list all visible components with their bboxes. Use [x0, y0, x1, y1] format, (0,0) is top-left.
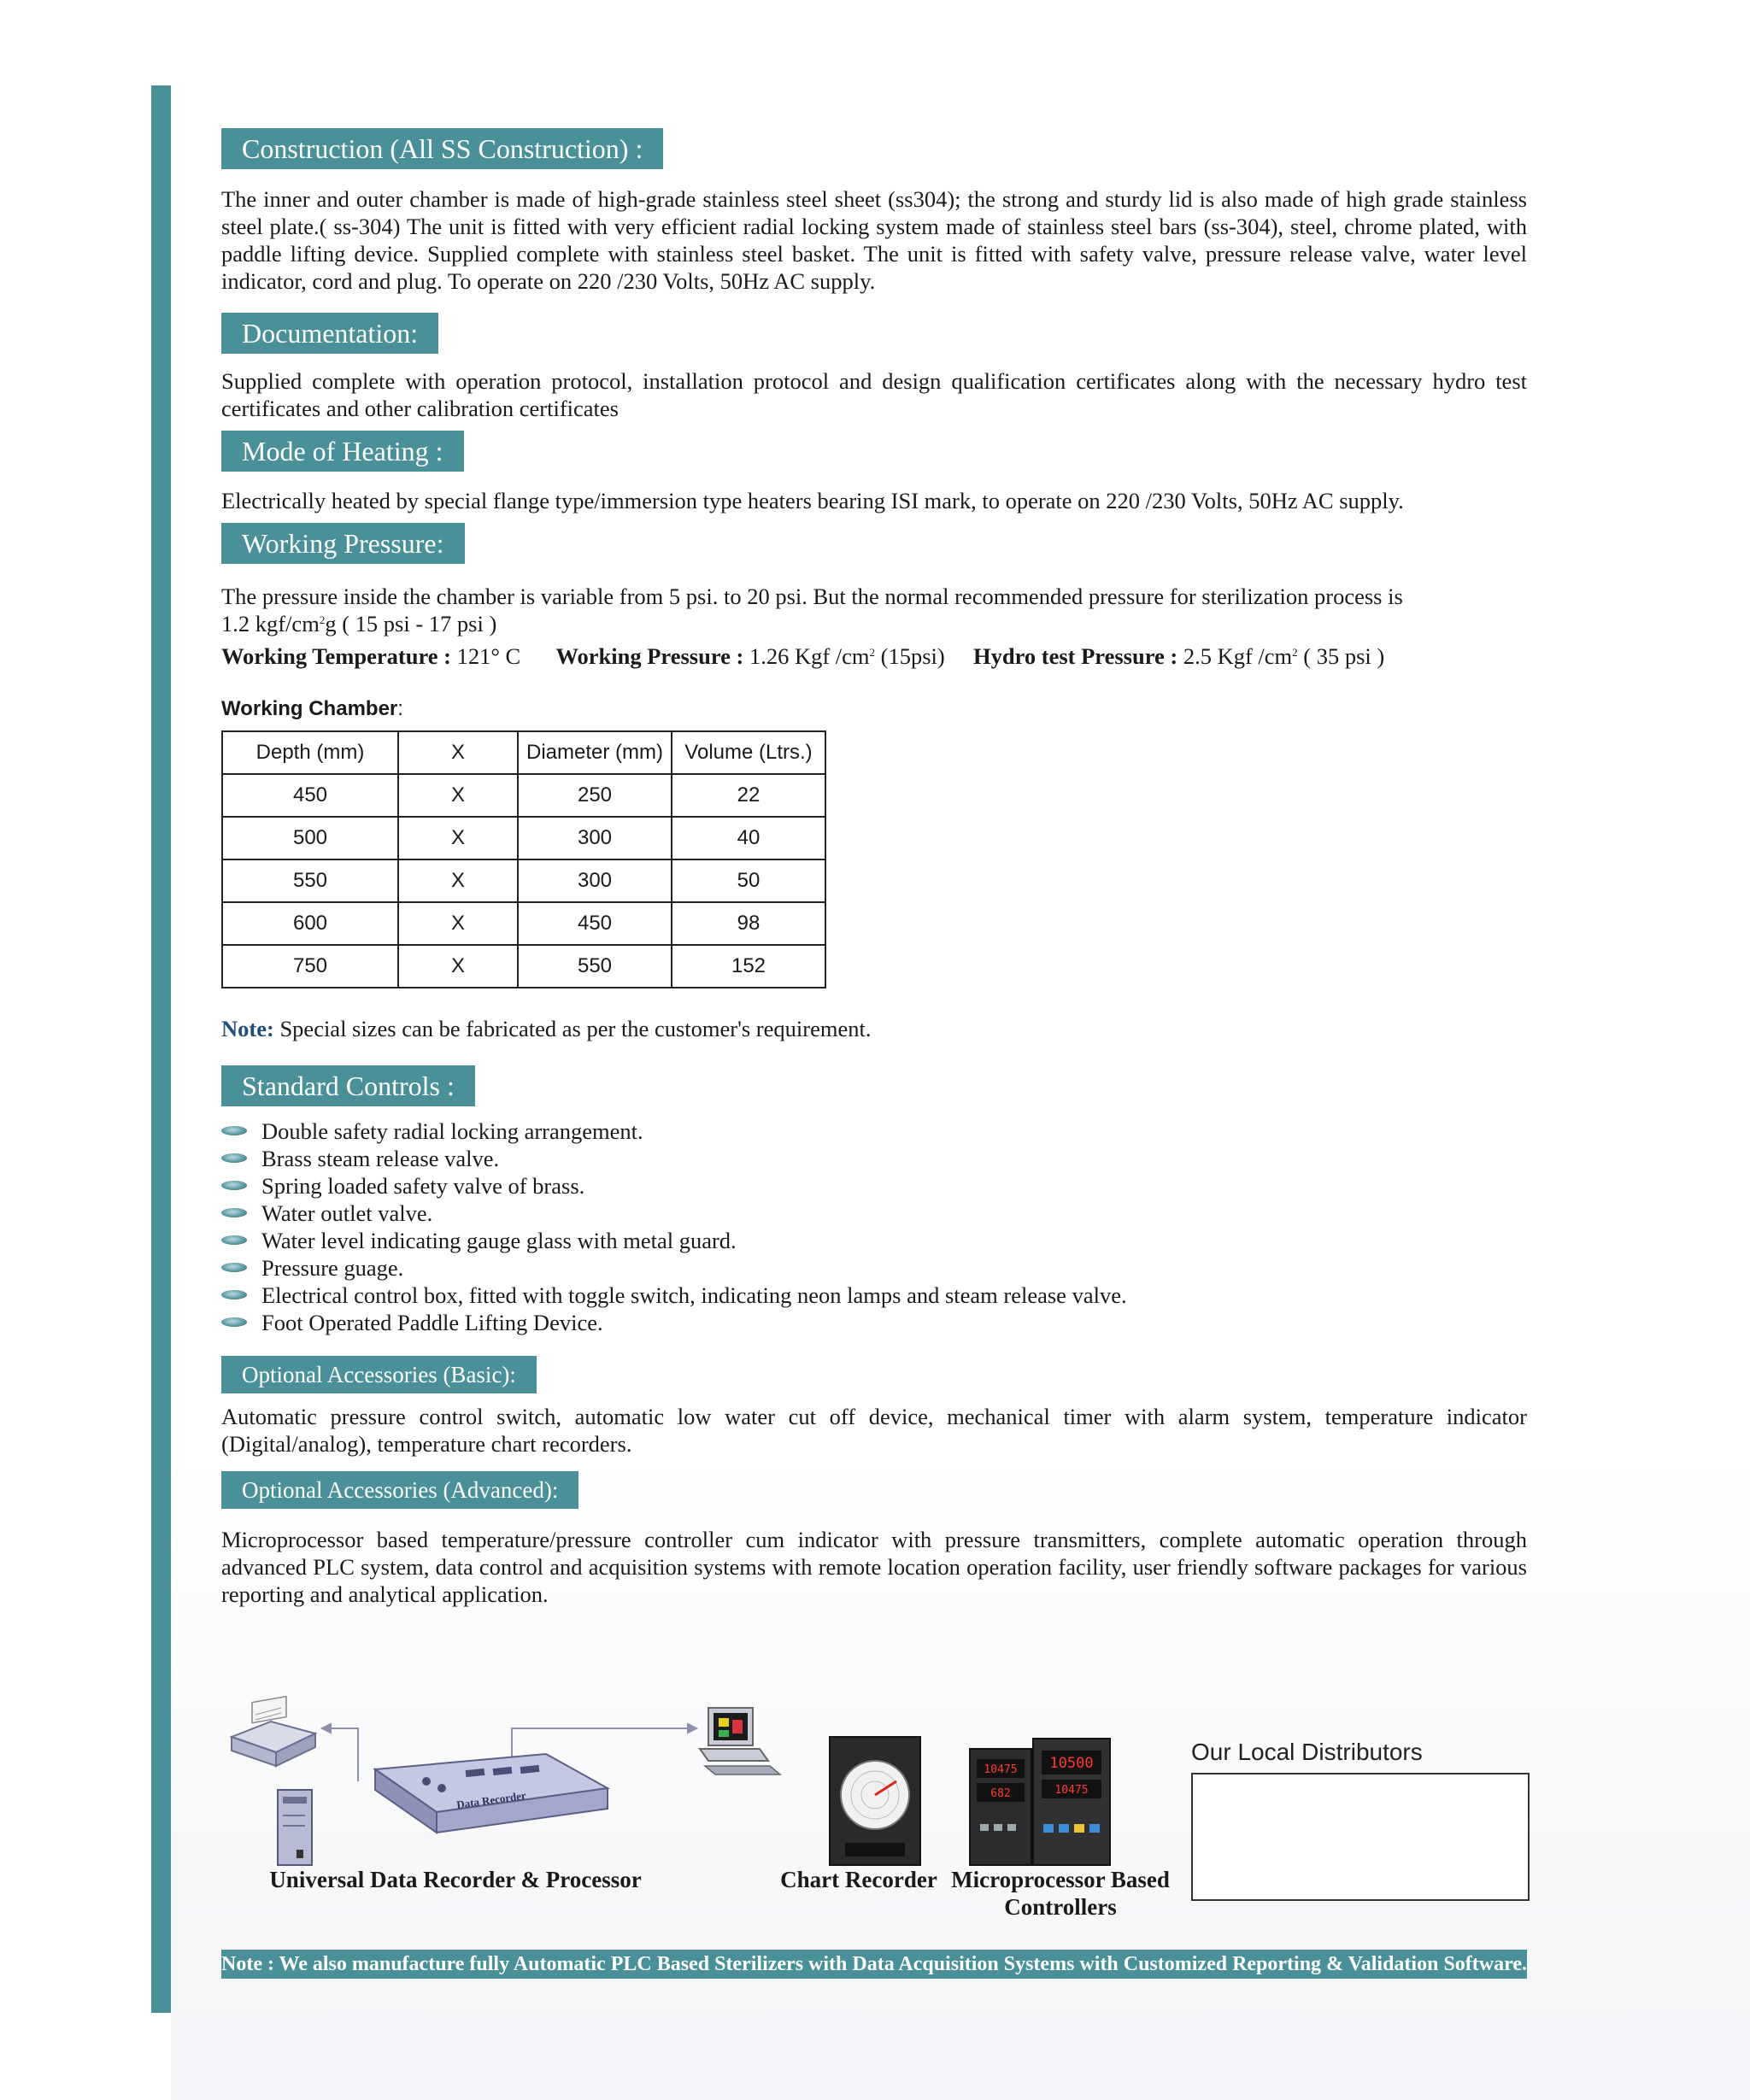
list-item-text: Foot Operated Paddle Lifting Device.: [261, 1310, 603, 1335]
caption-chart-recorder: Chart Recorder: [780, 1867, 937, 1892]
controller-display-left-2: 682: [990, 1787, 1011, 1800]
heading-mode-of-heating: Mode of Heating :: [221, 431, 464, 472]
table-row: [222, 859, 825, 902]
heading-optional-basic: Optional Accessories (Basic):: [221, 1356, 537, 1393]
depth-cell: 750: [222, 945, 398, 988]
note-line: [221, 1015, 871, 1042]
list-item: [221, 1145, 1127, 1172]
colon: :: [397, 697, 403, 720]
working-pressure-value: 1.26 Kgf /cm: [749, 643, 870, 669]
diameter-cell: 300: [518, 817, 672, 859]
caption-controllers-line2: Controllers: [1004, 1894, 1117, 1920]
header-depth: Depth (mm): [222, 731, 398, 774]
list-item: [221, 1227, 1127, 1254]
device-label: Data Recorder: [455, 1788, 527, 1811]
volume-cell: 40: [672, 817, 825, 859]
list-item-text: Water outlet valve.: [261, 1200, 433, 1226]
bullet-icon: [221, 1290, 247, 1299]
superscript: 2: [319, 613, 326, 626]
list-item: [221, 1254, 1127, 1282]
construction-text: The inner and outer chamber is made of high-grade stainless steel sheet (ss304); the strong and sturdy lid is also made of high grade stainless steel plate.( ss-304) The unit is fitted with very efficient radial locking system made of stainless steel bars (ss-304), steel, chrome plated, with paddle lifting device. Supplied complete with stainless steel basket. The unit is fitted with safety valve, pressure release valve, water level indicator, cord and plug. To operate on 220 /230 Volts, 50Hz AC supply.: [221, 186, 1527, 294]
controller-display-sub: 10475: [1054, 1784, 1089, 1797]
pressure-range: g ( 15 psi - 17 psi ): [325, 611, 497, 636]
list-item-text: Water level indicating gauge glass with metal guard.: [261, 1228, 737, 1253]
x-cell: X: [398, 902, 518, 945]
working-temperature-label: Working Temperature :: [221, 643, 451, 669]
controller-display-left: 10475: [984, 1763, 1018, 1776]
footer-note: Note : We also manufacture fully Automatic PLC Based Sterilizers with Data Acquisition Systems with Customized Reporting & Validation Software.: [221, 1950, 1527, 1979]
working-pressure-psi: (15psi): [880, 643, 945, 669]
table-header-row: [222, 731, 825, 774]
working-chamber-label: [221, 694, 403, 724]
bullet-icon: [221, 1263, 247, 1272]
heading-optional-advanced: Optional Accessories (Advanced):: [221, 1471, 578, 1509]
caption-data-recorder: Universal Data Recorder & Processor: [269, 1867, 642, 1892]
list-item: [221, 1200, 1127, 1227]
bullet-icon: [221, 1235, 247, 1245]
table-row: [222, 902, 825, 945]
controller-display-main: 10500: [1049, 1755, 1094, 1772]
diameter-cell: 450: [518, 902, 672, 945]
depth-cell: 550: [222, 859, 398, 902]
header-diameter: Diameter (mm): [518, 731, 672, 774]
bullet-icon: [221, 1208, 247, 1217]
left-accent-bar: [151, 85, 171, 2013]
heating-text: Electrically heated by special flange type/immersion type heaters bearing ISI mark, to operate on 220 /230 Volts, 50Hz AC supply.: [221, 488, 1404, 513]
depth-cell: 450: [222, 774, 398, 817]
list-item-text: Spring loaded safety valve of brass.: [261, 1173, 585, 1199]
bullet-icon: [221, 1153, 247, 1163]
hydro-test-psi: ( 35 psi ): [1303, 643, 1385, 669]
caption-controllers-line1: Microprocessor Based: [951, 1867, 1170, 1892]
bullet-icon: [221, 1317, 247, 1327]
table-row: [222, 774, 825, 817]
controllers-icon: [970, 1739, 1110, 1865]
x-cell: X: [398, 774, 518, 817]
superscript: 2: [869, 646, 876, 659]
pressure-text-line2: [221, 610, 496, 637]
optional-basic-text: Automatic pressure control switch, automatic low water cut off device, mechanical timer with alarm system, temperature indicator (Digital/analog), temperature chart recorders.: [221, 1404, 1527, 1457]
diameter-cell: 300: [518, 859, 672, 902]
x-cell: X: [398, 817, 518, 859]
distributors-label: Our Local Distributors: [1191, 1739, 1423, 1765]
list-item-text: Brass steam release valve.: [261, 1146, 500, 1171]
list-item-text: Double safety radial locking arrangement.: [261, 1118, 643, 1144]
heading-construction: Construction (All SS Construction) :: [221, 128, 663, 169]
computer-icon: [700, 1708, 780, 1774]
depth-cell: 500: [222, 817, 398, 859]
bullet-icon: [221, 1126, 247, 1135]
specs-line: [221, 642, 1384, 670]
distributors-box: [1191, 1773, 1530, 1901]
heading-working-pressure: Working Pressure:: [221, 523, 465, 564]
list-item-text: Electrical control box, fitted with toggle switch, indicating neon lamps and steam release valve.: [261, 1282, 1127, 1308]
caption-controllers: [948, 1866, 1172, 1921]
working-temperature-value: 121° C: [456, 643, 521, 669]
x-cell: X: [398, 945, 518, 988]
working-chamber-table: [221, 730, 826, 988]
volume-cell: 50: [672, 859, 825, 902]
data-recorder-icon: [375, 1754, 608, 1833]
diameter-cell: 250: [518, 774, 672, 817]
table-row: [222, 945, 825, 988]
note-label: Note:: [221, 1016, 274, 1041]
volume-cell: 22: [672, 774, 825, 817]
volume-cell: 98: [672, 902, 825, 945]
note-text: Special sizes can be fabricated as per the customer's requirement.: [279, 1016, 872, 1041]
pressure-value: 1.2 kgf/cm: [221, 611, 320, 636]
module-icon: [278, 1790, 312, 1865]
header-volume: Volume (Ltrs.): [672, 731, 825, 774]
working-pressure-label: Working Pressure :: [555, 643, 744, 669]
pressure-text-line1: The pressure inside the chamber is variable from 5 psi. to 20 psi. But the normal recommended pressure for sterilization process is: [221, 584, 1403, 609]
list-item: [221, 1172, 1127, 1200]
heading-documentation: Documentation:: [221, 313, 438, 354]
bullet-icon: [221, 1181, 247, 1190]
heading-standard-controls: Standard Controls :: [221, 1065, 475, 1106]
superscript: 2: [1292, 646, 1298, 659]
list-item: [221, 1117, 1127, 1145]
volume-cell: 152: [672, 945, 825, 988]
depth-cell: 600: [222, 902, 398, 945]
x-cell: X: [398, 859, 518, 902]
diameter-cell: 550: [518, 945, 672, 988]
hydro-test-value: 2.5 Kgf /cm: [1183, 643, 1293, 669]
hydro-test-label: Hydro test Pressure :: [972, 643, 1178, 669]
list-item: [221, 1282, 1127, 1309]
list-item-text: Pressure guage.: [261, 1255, 404, 1281]
chart-recorder-icon: [830, 1737, 920, 1865]
printer-icon: [232, 1697, 315, 1766]
working-chamber-title: Working Chamber: [221, 697, 398, 720]
table-row: [222, 817, 825, 859]
optional-advanced-text: Microprocessor based temperature/pressure controller cum indicator with pressure transmitters, complete automatic operation through advanced PLC system, data control and acquisition systems with remote location operation facility, user friendly software packages for various reporting and analytical application.: [221, 1527, 1527, 1607]
list-item: [221, 1309, 1127, 1336]
header-x: X: [398, 731, 518, 774]
documentation-text: Supplied complete with operation protocol, installation protocol and design qualification certificates along with the necessary hydro test certificates and other calibration certificates: [221, 368, 1527, 421]
standard-controls-list: [221, 1117, 1127, 1336]
